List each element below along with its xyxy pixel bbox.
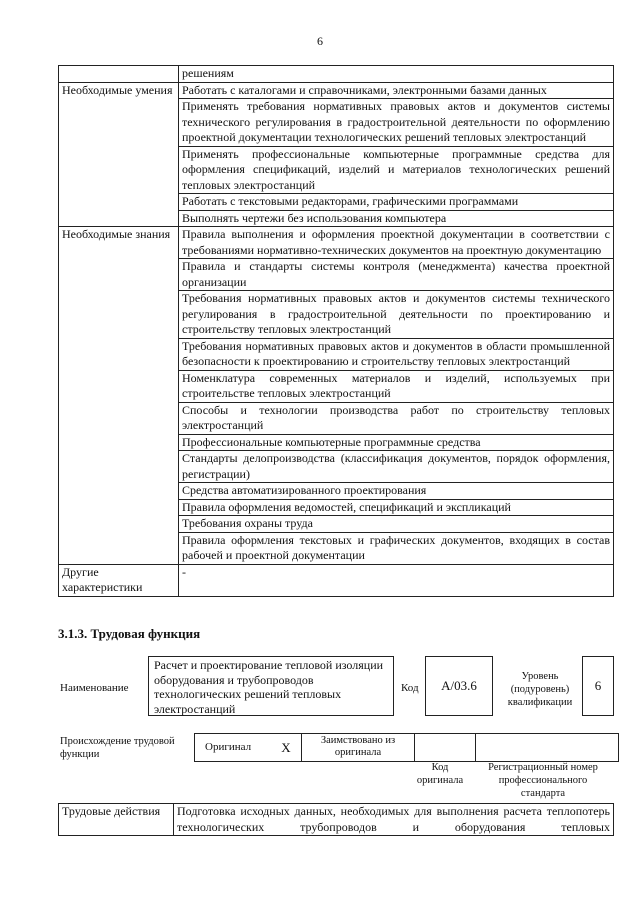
function-name-box: Расчет и проектирование тепловой изоляции оборудования и трубопроводов технологических решений тепловых электростанций: [148, 656, 394, 716]
other-characteristics-header: Другие характеристики: [59, 564, 179, 596]
knowledge-item: Стандарты делопроизводства (классификация документов, порядок оформления, регистрации): [179, 451, 614, 483]
caption-reg: Регистрационный номер профессионального стандарта: [488, 762, 598, 799]
table-row: [59, 82, 614, 99]
borrowed-label: Заимствовано из оригинала: [302, 734, 415, 762]
knowledge-item: Способы и технологии производства работ по строительству тепловых электростанций: [179, 402, 614, 434]
code-label: Код: [401, 682, 419, 694]
knowledge-item: Профессиональные компьютерные программные средства: [179, 434, 614, 451]
other-characteristics-value: -: [179, 564, 614, 596]
origin-label: Происхождение трудовой функции: [60, 736, 175, 760]
knowledge-item: Требования охраны труда: [179, 516, 614, 533]
original-mark: X: [271, 734, 302, 762]
skill-item: Выполнять чертежи без использования компьютера: [179, 210, 614, 227]
skill-item: Работать с каталогами и справочниками, электронными базами данных: [179, 82, 614, 99]
caption-code: Код оригинала: [416, 762, 464, 786]
name-label: Наименование: [60, 682, 129, 694]
skill-item: Применять требования нормативных правовых актов и документов системы технического регулирования в градостроительной деятельности по оформлению проектной документации технологических решений тепловых электростанций: [179, 99, 614, 147]
labor-actions-value: Подготовка исходных данных, необходимых для выполнения расчета теплопотерь технологических трубопроводов и оборудования тепловых: [174, 804, 614, 836]
knowledge-header: Необходимые знания: [59, 227, 179, 565]
knowledge-item: Правила выполнения и оформления проектной документации в соответствии с требованиями нормативно-технических документов на проектную документацию: [179, 227, 614, 259]
level-box: 6: [582, 656, 614, 716]
knowledge-item: Правила и стандарты системы контроля (менеджмента) качества проектной организации: [179, 259, 614, 291]
table-row: [59, 227, 614, 259]
original-label: Оригинал: [195, 734, 272, 762]
knowledge-item: Требования нормативных правовых актов и документов системы технического регулирования в градостроительной деятельности по проектированию и строительству тепловых электростанций: [179, 291, 614, 339]
empty-header-cell: [59, 66, 179, 83]
code-box: A/03.6: [425, 656, 493, 716]
table-row: [59, 564, 614, 596]
table-row: [195, 734, 619, 762]
labor-actions-table: [58, 803, 614, 836]
table-row: [59, 804, 614, 836]
skill-item: Работать с текстовыми редакторами, графическими программами: [179, 194, 614, 211]
section-title: 3.1.3. Трудовая функция: [58, 626, 201, 641]
skill-item: Применять профессиональные компьютерные программные средства для оформления спецификаций, изделий и материалов технологических решений тепловых электростанций: [179, 146, 614, 194]
original-code-cell: [415, 734, 476, 762]
knowledge-item: Правила оформления ведомостей, спецификаций и экспликаций: [179, 499, 614, 516]
knowledge-item: Требования нормативных правовых актов и документов в области промышленной безопасности к проектированию и строительству тепловых электростанций: [179, 338, 614, 370]
labor-actions-header: Трудовые действия: [59, 804, 174, 836]
competency-table: [58, 65, 614, 597]
reg-number-cell: [476, 734, 619, 762]
knowledge-item: Правила оформления текстовых и графических документов, входящих в состав рабочей и проектной документации: [179, 532, 614, 564]
continuation-cell: решениям: [179, 66, 614, 83]
knowledge-item: Средства автоматизированного проектирования: [179, 483, 614, 500]
skills-header: Необходимые умения: [59, 82, 179, 227]
page-number: 6: [317, 34, 323, 48]
knowledge-item: Номенклатура современных материалов и изделий, используемых при строительстве тепловых электростанций: [179, 370, 614, 402]
level-label: Уровень (подуровень) квалификации: [507, 671, 573, 708]
origin-table: [194, 733, 619, 762]
table-row: [59, 66, 614, 83]
